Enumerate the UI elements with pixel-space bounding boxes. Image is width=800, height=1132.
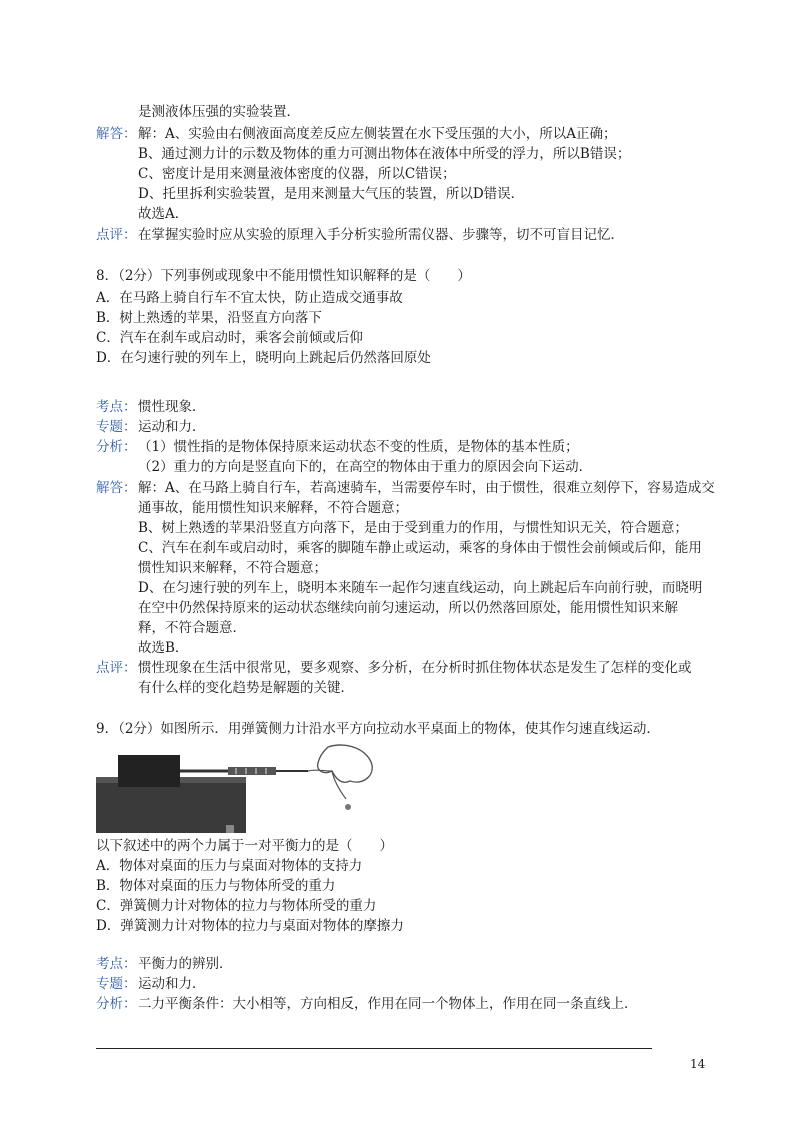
q9-option: C．弹簧侧力计对物体的拉力与物体所受的重力 [96, 898, 377, 914]
q7-comment-line: 在掌握实验时应从实验的原理入手分析实验所需仪器、步骤等，切不可盲目记忆． [138, 227, 624, 243]
q8-answer-line: C、汽车在刹车或启动时，乘客的脚随车静止或运动，乘客的身体由于惯性会前倾或后仰，能用 [138, 540, 702, 556]
footer-rule [96, 1048, 652, 1049]
q8-comment-label: 点评： [96, 660, 137, 676]
q7-answer-line: C、密度计是用来测量液体密度的仪器，所以C错误； [138, 166, 456, 182]
q7-tail-text: 是测液体压强的实验装置． [138, 104, 300, 120]
q7-comment-label: 点评： [96, 227, 137, 243]
q9-question: 以下叙述中的两个力属于一对平衡力的是（ ） [96, 838, 393, 854]
q9-point-label: 考点： [96, 956, 137, 972]
q7-answer-line: D、托里拆利实验装置，是用来测量大气压的装置，所以D错误． [138, 186, 525, 202]
q8-topic-label: 专题： [96, 419, 137, 435]
q7-answer-label: 解答： [96, 126, 137, 142]
q8-answer-line: 通事故，能用惯性知识来解释，不符合题意； [138, 500, 408, 516]
q8-option: C．汽车在刹车或启动时，乘客会前倾或后仰 [96, 330, 363, 346]
q8-answer-line: 惯性知识来解释，不符合题意； [138, 560, 327, 576]
q9-point: 平衡力的辨别． [138, 956, 233, 972]
q7-answer-line: B、通过测力计的示数及物体的重力可测出物体在液体中所受的浮力，所以B错误； [138, 146, 631, 162]
q8-point: 惯性现象． [138, 399, 206, 415]
q8-answer-line: B、树上熟透的苹果沿竖直方向落下，是由于受到重力的作用，与惯性知识无关，符合题意； [138, 520, 688, 536]
q8-answer-line: D、在匀速行驶的列车上，晓明本来随车一起作匀速直线运动，向上跳起后车向前行驶，而晓明 [138, 580, 703, 596]
q8-comment-line: 惯性现象在生活中很常见，要多观察、多分析，在分析时抓住物体状态是发生了怎样的变化或 [138, 660, 692, 676]
q9-option: A．物体对桌面的压力与桌面对物体的支持力 [96, 858, 363, 874]
spring-scale-figure [96, 741, 376, 833]
q7-answer-line: 故选A． [138, 206, 189, 222]
hand-icon [318, 745, 373, 782]
q8-option: A．在马路上骑自行车不宜太快，防止造成交通事故 [96, 290, 403, 306]
wooden-block [118, 755, 180, 787]
q8-comment-line: 有什么样的变化趋势是解题的关键． [138, 680, 354, 696]
q9-analysis-line: 二力平衡条件：大小相等，方向相反，作用在同一个物体上，作用在同一条直线上． [138, 996, 638, 1012]
q9-option: B．物体对桌面的压力与物体所受的重力 [96, 878, 336, 894]
q8-analysis-label: 分析： [96, 439, 137, 455]
q9-topic: 运动和力． [138, 976, 206, 992]
q8-answer-line: 在空中仍然保持原来的运动状态继续向前匀速运动，所以仍然落回原处，能用惯性知识来解 [138, 600, 678, 616]
q9-option: D．弹簧测力计对物体的拉力与桌面对物体的摩擦力 [96, 918, 404, 934]
q9-stem: 9．（2分）如图所示．用弹簧侧力计沿水平方向拉动水平桌面上的物体，使其作匀速直线运动． [96, 721, 660, 737]
q7-answer-line: 解：A、实验由右侧液面高度差反应左侧装置在水下受压强的大小，所以A正确； [138, 126, 617, 142]
q8-option: B．树上熟透的苹果，沿竖直方向落下 [96, 310, 322, 326]
q8-answer-line: 故选B． [138, 640, 189, 656]
q8-point-label: 考点： [96, 399, 137, 415]
q8-option: D．在匀速行驶的列车上，晓明向上跳起后仍然落回原处 [96, 350, 431, 366]
q9-analysis-label: 分析： [96, 996, 137, 1012]
q8-topic: 运动和力． [138, 419, 206, 435]
q8-answer-label: 解答： [96, 480, 137, 496]
page-number: 14 [690, 1057, 706, 1071]
q8-answer-line: 解：A、在马路上骑自行车，若高速骑车，当需要停车时，由于惯性，很难立刻停下，容易造成交 [138, 480, 715, 496]
table-surface [96, 781, 246, 833]
q8-analysis-line: （1）惯性指的是物体保持原来运动状态不变的性质，是物体的基本性质； [138, 439, 579, 455]
spring-scale-body [228, 767, 276, 775]
q8-stem: 8．（2分）下列事例或现象中不能用惯性知识解释的是（ ） [96, 268, 471, 284]
q8-answer-line: 释，不符合题意． [138, 620, 246, 636]
q9-topic-label: 专题： [96, 976, 137, 992]
q8-analysis-line: （2）重力的方向是竖直向下的，在高空的物体由于重力的原因会向下运动． [138, 459, 593, 475]
